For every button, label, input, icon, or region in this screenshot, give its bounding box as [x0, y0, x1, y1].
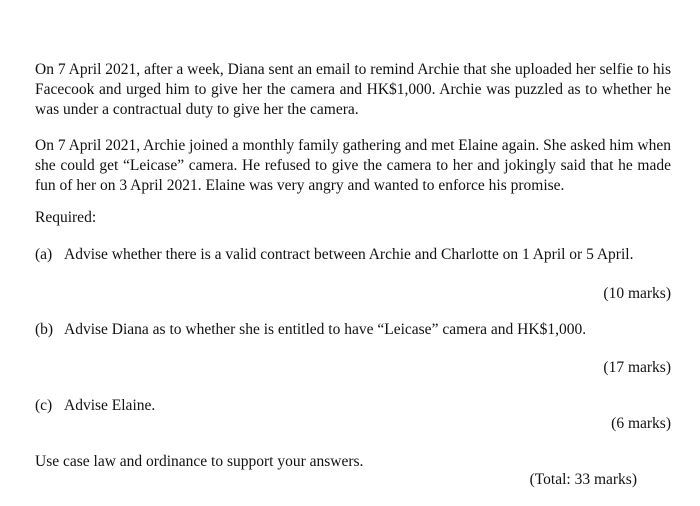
required-heading: Required: — [35, 209, 97, 226]
question-a — [35, 246, 633, 264]
question-a-marks: (10 marks) — [603, 285, 671, 302]
question-b — [35, 321, 586, 339]
scenario-paragraph-1: On 7 April 2021, after a week, Diana sent an email to remind Archie that she uploaded her selfie to his Facecook and urged him to give her the camera and HK$1,000. Archie was puzzled as to whether he was under a contractual duty to give her the camera. — [35, 61, 671, 118]
question-a-label: (a) — [35, 246, 53, 263]
question-b-text: Advise Diana as to whether she is entitled to have “Leicase” camera and HK$1,000. — [64, 321, 587, 338]
instruction-text: Use case law and ordinance to support your answers. — [35, 453, 364, 470]
question-b-label: (b) — [35, 321, 54, 338]
total-marks: (Total: 33 marks) — [529, 471, 637, 488]
question-c — [35, 397, 155, 415]
question-c-label: (c) — [35, 397, 53, 414]
question-b-marks: (17 marks) — [603, 359, 671, 376]
scenario-paragraph-2: On 7 April 2021, Archie joined a monthly family gathering and met Elaine again. She asked him when she could get “Leicase” camera. He refused to give the camera to her and jokingly said that he made fun of her on 3 April 2021. Elaine was very angry and wanted to enforce his promise. — [35, 137, 671, 194]
question-a-text: Advise whether there is a valid contract between Archie and Charlotte on 1 April or 5 April. — [64, 246, 634, 263]
question-c-marks: (6 marks) — [611, 415, 671, 432]
question-c-text: Advise Elaine. — [64, 397, 156, 414]
